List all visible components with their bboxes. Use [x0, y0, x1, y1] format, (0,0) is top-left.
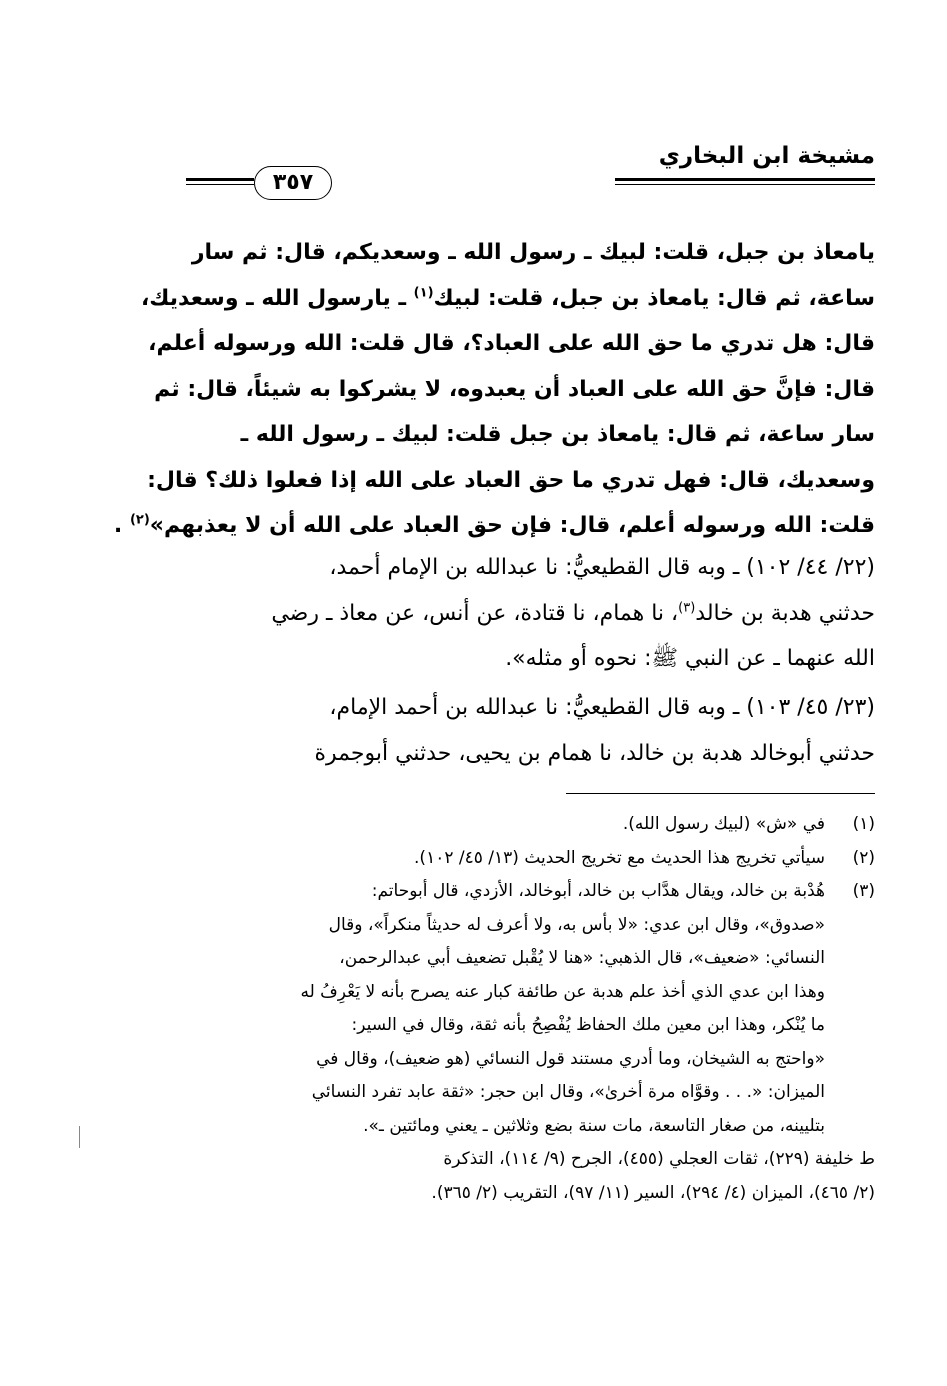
footnote-line: سيأتي تخريج هذا الحديث مع تخريج الحديث (١٣/ ٤٥/ ١٠٢).	[414, 847, 825, 868]
text-line: يامعاذ بن جبل، قلت: لبيك ـ رسول الله ـ وسعديكم، قال: ثم سار	[191, 240, 875, 265]
text-line: قال: فإنَّ حق الله على العباد أن يعبدوه، لا يشركوا به شيئاً، قال: ثم	[154, 376, 875, 402]
footnote-line: هُدْبة بن خالد، ويقال هدَّاب بن خالد، أبوخالد، الأزدي، قال أبوحاتم:	[371, 881, 825, 901]
footnote-number: (١)	[852, 814, 875, 834]
footnote-line: في «ش» (لبيك رسول الله).	[622, 814, 825, 834]
running-header-title: مشيخة ابن البخاري	[658, 143, 875, 169]
text-line: ساعة، ثم قال: يامعاذ بن جبل، قلت: لبيك$^{(١)}$ ـ يارسول الله ـ وسعديك،	[140, 285, 875, 311]
footnote-line: «واحتج به الشيخان، وما أدري مستند قول النسائي (هو ضعيف)، وقال في	[316, 1048, 825, 1069]
footnote-number: (٢)	[852, 847, 875, 868]
hadith-paragraph-23	[72, 685, 875, 776]
header-rule-thick-right	[615, 178, 875, 181]
text-line: حدثني أبوخالد هدبة بن خالد، نا همام بن يحيى، حدثني أبوجمرة	[314, 740, 875, 766]
text-line: الله عنهما ـ عن النبي ﷺ: نحوه أو مثله».	[505, 646, 875, 671]
footnote-ref: (٢)	[129, 512, 150, 528]
footnote-3	[72, 875, 875, 1143]
footnote-2	[72, 842, 875, 876]
footnote-ref: (٣)	[678, 600, 696, 616]
margin-mark	[79, 1126, 80, 1148]
header-rule-thick-left	[186, 178, 254, 181]
reference-line: ط خليفة (٢٢٩)، ثقات العجلي (٤٥٥)، الجرح (٩/ ١١٤)، التذكرة	[443, 1149, 875, 1169]
footnote-number: (٣)	[852, 881, 875, 901]
footnote-line: وهذا ابن عدي الذي أخذ علم هدبة عن طائفة كبار عنه يصرح بأنه لا يَعْرِفُ له	[300, 981, 825, 1002]
footnote-separator	[566, 793, 875, 794]
page-number: ٣٥٧	[254, 166, 332, 200]
footnote-line: النسائي: «ضعيف»، قال الذهبي: «هنا لا يُقْبل تضعيف أبي عبدالرحمن،	[339, 948, 825, 968]
text-line: (٢٢/ ٤٤/ ١٠٢) ـ وبه قال القطيعيُّ: نا عبدالله بن الإمام أحمد،	[329, 555, 875, 580]
footnote-line: ما يُنْكر، وهذا ابن معين ملك الحفاظ يُفْصِحُ بأنه ثقة، وقال في السير:	[351, 1015, 825, 1035]
main-paragraph	[72, 230, 875, 549]
footnote-line: الميزان: «. . . وقوَّاه مرة أخرىٰ»، وقال ابن حجر: «ثقة عابد تفرد النسائي	[311, 1082, 825, 1102]
text-line: حدثني هدبة بن خالد$^{(٣)}$، نا همام، نا قتادة، عن أنس، عن معاذ ـ رضي	[271, 600, 875, 626]
footnote-line: «صدوق»، وقال ابن عدي: «لا بأس به، ولا أعرف له حديثاً منكراً»، وقال	[328, 914, 825, 935]
header-rule-thin-left	[186, 184, 254, 185]
text-line: قال: هل تدري ما حق الله على العباد؟، قال قلت: الله ورسوله أعلم،	[148, 331, 875, 356]
header-rule-thin-right	[615, 184, 875, 185]
footnote-line: بتليينه، من صغار التاسعة، مات سنة بضع وثلاثين ـ يعني ومائتين ـ».	[363, 1115, 825, 1136]
footnote-1	[72, 808, 875, 842]
text-line: سار ساعة، ثم قال: يامعاذ بن جبل قلت: لبيك ـ رسول الله ـ	[240, 422, 875, 447]
text-line: (٢٣/ ٤٥/ ١٠٣) ـ وبه قال القطيعيُّ: نا عبدالله بن أحمد الإمام،	[329, 695, 875, 720]
footnotes-section	[72, 808, 875, 1210]
hadith-paragraph-22	[72, 545, 875, 682]
reference-line: (٢/ ٤٦٥)، الميزان (٤/ ٢٩٤)، السير (١١/ ٩٧)، التقريب (٢/ ٣٦٥).	[431, 1182, 875, 1203]
text-line: وسعديك، قال: فهل تدري ما حق العباد على الله إذا فعلوا ذلك؟ قال:	[147, 467, 875, 493]
text-line: قلت: الله ورسوله أعلم، قال: فإن حق العباد على الله أن لا يعذبهم»$^{(٢)}$ .	[113, 512, 875, 538]
footnote-ref: (١)	[413, 285, 434, 301]
source-references	[72, 1143, 875, 1210]
